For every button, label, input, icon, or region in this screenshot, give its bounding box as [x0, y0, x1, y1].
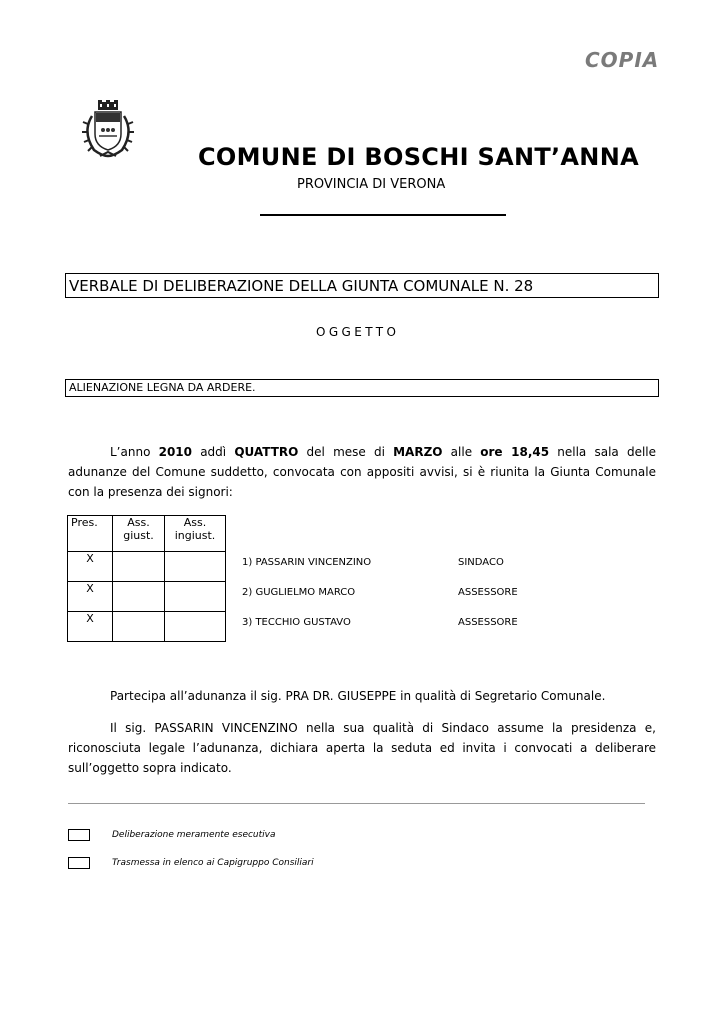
ingiust-mark [165, 552, 226, 582]
attendance-table [67, 515, 226, 642]
member-role: SINDACO [458, 557, 504, 568]
oggetto-box [65, 379, 659, 397]
member-name: 3) TECCHIO GUSTAVO [242, 617, 351, 628]
mese-value: MARZO [393, 445, 443, 459]
verbale-title-box [65, 273, 659, 298]
anno-value: 2010 [158, 445, 193, 459]
checkbox-capigruppo[interactable] [68, 857, 90, 869]
presence-mark: X [68, 612, 113, 642]
giust-mark [113, 582, 165, 612]
col-assenti-ingiustificati: Ass. ingiust. [165, 516, 226, 552]
intro-paragraph: L’anno 2010 addì QUATTRO del mese di MARZO alle ore 18,45 nella sala delle adunanze del Comune suddetto, convocata con appositi avvisi, si è riunita la Giunta Comunale con la presenza dei signori: [68, 445, 656, 499]
municipality-name: COMUNE DI BOSCHI SANT’ANNA [198, 143, 639, 171]
checkbox-label: Trasmessa in elenco ai Capigruppo Consiliari [112, 858, 314, 868]
ingiust-mark [165, 582, 226, 612]
separator-line [68, 803, 645, 804]
table-row [68, 612, 226, 642]
province-name: PROVINCIA DI VERONA [297, 177, 446, 192]
partecipa-paragraph: Partecipa all’adunanza il sig. PRA DR. GIUSEPPE in qualità di Segretario Comunale. [110, 689, 606, 703]
verbale-title: VERBALE DI DELIBERAZIONE DELLA GIUNTA COMUNALE N. 28 [69, 277, 534, 295]
oggetto-text: ALIENAZIONE LEGNA DA ARDERE. [69, 381, 256, 394]
copy-stamp: COPIA [585, 48, 660, 72]
ore-value: ore 18,45 [480, 445, 550, 459]
presence-mark: X [68, 582, 113, 612]
giust-mark [113, 552, 165, 582]
attendance-header-row [68, 516, 226, 552]
checkbox-esecutiva[interactable] [68, 829, 90, 841]
member-name: 1) PASSARIN VINCENZINO [242, 557, 372, 568]
giust-mark [113, 612, 165, 642]
col-assenti-giustificati: Ass. giust. [113, 516, 165, 552]
checkbox-label: Deliberazione meramente esecutiva [112, 830, 276, 840]
ingiust-mark [165, 612, 226, 642]
table-row [68, 582, 226, 612]
presence-mark: X [68, 552, 113, 582]
giorno-value: QUATTRO [234, 445, 299, 459]
presidenza-paragraph: Il sig. PASSARIN VINCENZINO nella sua qualità di Sindaco assume la presidenza e, riconosciuta legale l’adunanza, dichiara aperta la seduta ed invita i convocati a deliberare sull’oggetto sopra indicato. [68, 721, 656, 775]
oggetto-heading: OGGETTO [316, 325, 400, 339]
member-role: ASSESSORE [458, 617, 518, 628]
coat-of-arms-icon [80, 100, 136, 162]
title-underline [260, 214, 506, 216]
member-name: 2) GUGLIELMO MARCO [242, 587, 356, 598]
member-role: ASSESSORE [458, 587, 518, 598]
col-presenti: Pres. [68, 516, 113, 552]
table-row [68, 552, 226, 582]
